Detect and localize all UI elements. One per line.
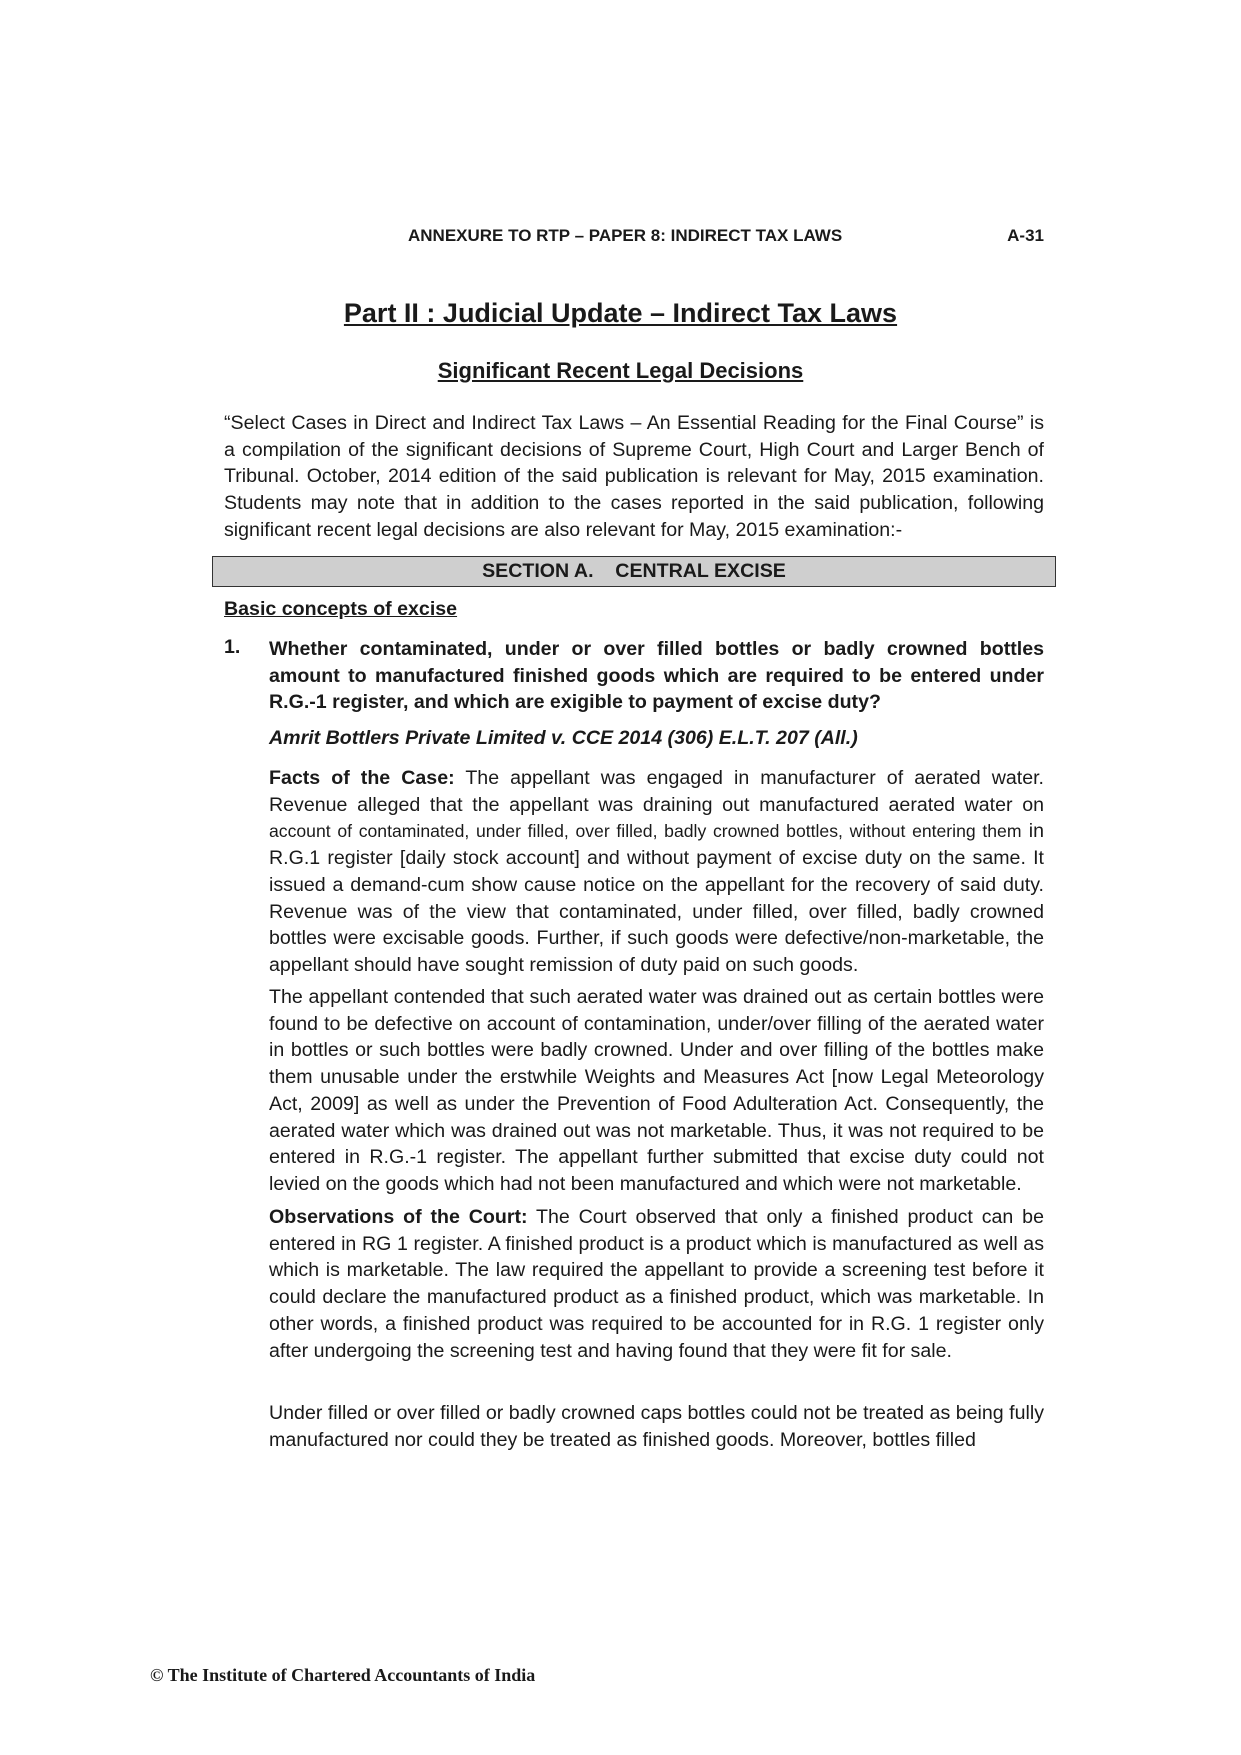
observations-lead: Observations of the Court: xyxy=(269,1206,528,1228)
section-name: CENTRAL EXCISE xyxy=(615,560,786,582)
contention-paragraph: The appellant contended that such aerated water was drained out as certain bottles were found to be defective on account of contamination, under/over filling of the aerated water in bottles or such bottles were badly crowned. Under and over filling of the bottles make them unusable under the erstwhile Weights and Measures Act [now Legal Meteorology Act, 2009] as well as under the Prevention of Food Adulteration Act. Consequently, the aerated water which was drained out was not marketable. Thus, it was not required to be entered in R.G.-1 register. The appellant further submitted that excise duty could not levied on the goods which had not been manufactured and which were not marketable. xyxy=(269,986,1044,1195)
observations-paragraph xyxy=(269,1204,1044,1364)
facts-text-small: account of contaminated, under filled, over filled, badly crowned bottles, without entering them xyxy=(269,821,1022,842)
question-text: Whether contaminated, under or over filled bottles or badly crowned bottles amount to manufactured finished goods which are required to be entered under R.G.-1 register, and which are exigible to payment of excise duty? xyxy=(269,638,1044,714)
running-header xyxy=(224,226,1044,252)
closing-paragraph: Under filled or over filled or badly crowned caps bottles could not be treated as being fully manufactured nor could they be treated as finished goods. Moreover, bottles filled xyxy=(269,1402,1044,1451)
facts-paragraph xyxy=(269,765,1044,979)
header-title: ANNEXURE TO RTP – PAPER 8: INDIRECT TAX LAWS xyxy=(408,226,843,245)
copyright-footer: © The Institute of Chartered Accountants of India xyxy=(150,1665,536,1685)
section-heading-bar xyxy=(212,556,1056,587)
topic-heading: Basic concepts of excise xyxy=(224,598,458,620)
section-label: SECTION A. xyxy=(482,560,594,582)
page-subtitle: Significant Recent Legal Decisions xyxy=(437,358,804,383)
facts-text-a: The appellant was engaged in manufacturer of aerated water. Revenue alleged that the appellant was draining out manufactured aerated water on xyxy=(269,767,1044,816)
question-number: 1. xyxy=(224,636,241,658)
case-citation: Amrit Bottlers Private Limited v. CCE 2014 (306) E.L.T. 207 (All.) xyxy=(269,727,858,749)
observations-text: The Court observed that only a finished product can be entered in RG 1 register. A finished product is a product which is manufactured as well as which is marketable. The law required the appellant to provide a screening test before it could declare the manufactured product as a finished product, which was marketable. In other words, a finished product was required to be accounted for in R.G. 1 register only after undergoing the screening test and having found that they were fit for sale. xyxy=(269,1206,1044,1362)
facts-lead: Facts of the Case: xyxy=(269,767,455,789)
page-title: Part II : Judicial Update – Indirect Tax Laws xyxy=(343,298,898,328)
intro-paragraph: “Select Cases in Direct and Indirect Tax Laws – An Essential Reading for the Final Course” is a compilation of the significant decisions of Supreme Court, High Court and Larger Bench of Tribunal. October, 2014 edition of the said publication is relevant for May, 2015 examination. Students may note that in addition to the cases reported in the said publication, following significant recent legal decisions are also relevant for May, 2015 examination:- xyxy=(224,412,1044,541)
facts-text-b: in R.G.1 register [daily stock account] and without payment of excise duty on the same. It issued a demand-cum show cause notice on the appellant for the recovery of said duty. Revenue was of the view that contaminated, under filled, over filled, badly crowned bottles were excisable goods. Further, if such goods were defective/non-marketable, the appellant should have sought remission of duty paid on such goods. xyxy=(269,820,1045,976)
page-number: A-31 xyxy=(1007,226,1044,245)
